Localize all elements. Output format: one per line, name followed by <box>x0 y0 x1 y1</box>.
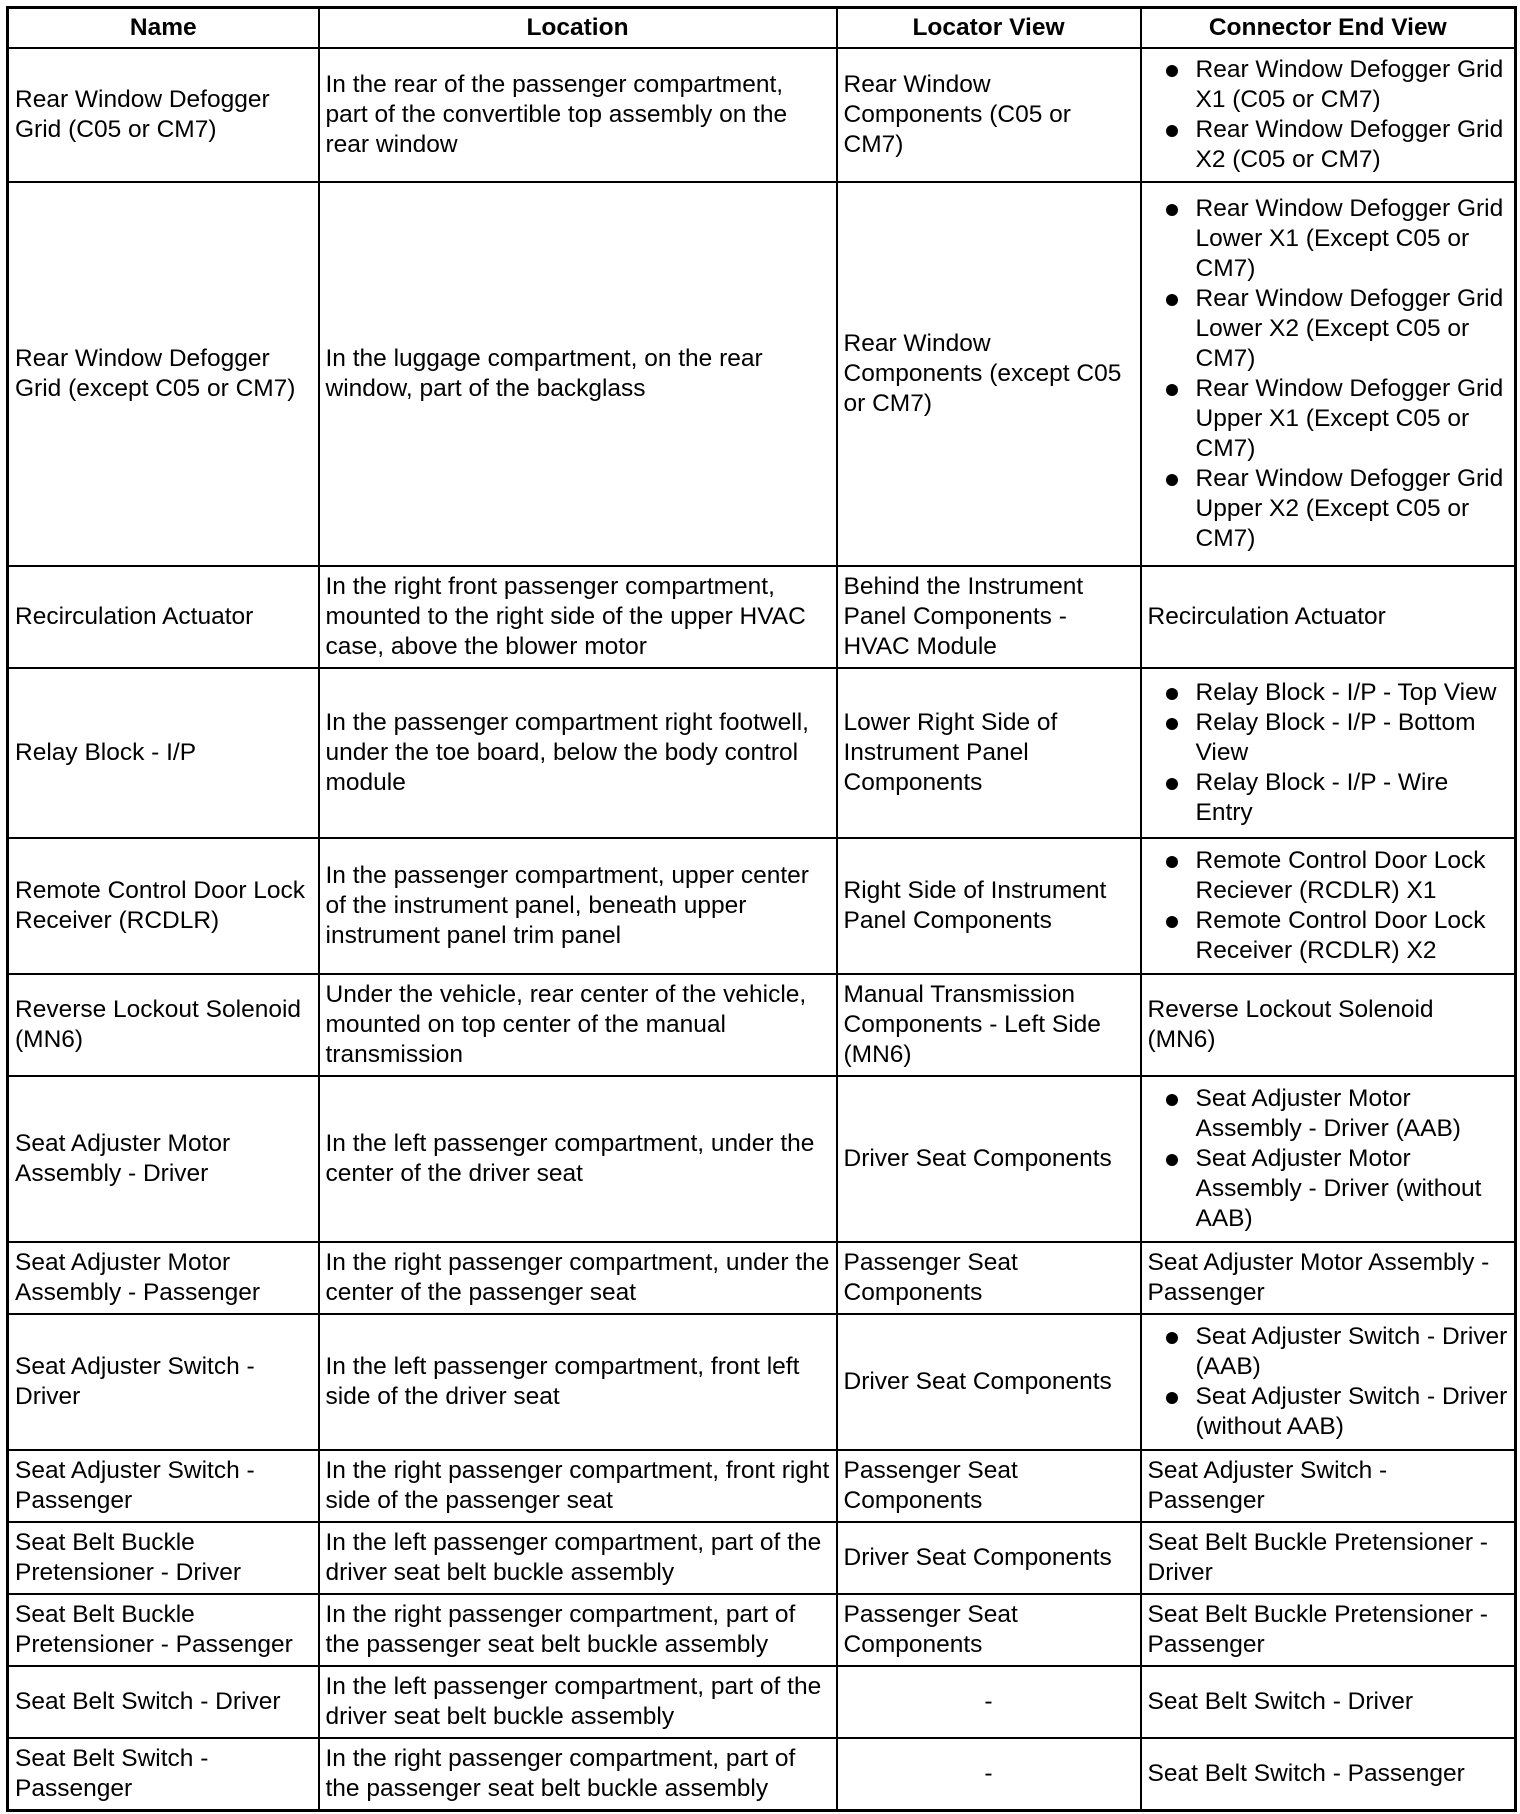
connector-label: Rear Window Defogger Grid Lower X1 (Except C05 or CM7) <box>1195 195 1504 282</box>
connector-label: Rear Window Defogger Grid Upper X1 (Except C05 or CM7) <box>1195 375 1504 462</box>
cell-locator-view: Driver Seat Components <box>837 1076 1141 1242</box>
list-item <box>1148 1322 1509 1382</box>
connector-label: Seat Adjuster Switch - Driver (without AAB) <box>1195 1383 1508 1440</box>
cell-location: In the luggage compartment, on the rear window, part of the backglass <box>319 182 837 566</box>
cell-locator-view: Passenger Seat Components <box>837 1594 1141 1666</box>
connector-list <box>1148 846 1509 966</box>
cell-locator-view: - <box>837 1666 1141 1738</box>
cell-connector-end-view: Reverse Lockout Solenoid (MN6) <box>1141 974 1516 1076</box>
cell-connector-end-view <box>1141 838 1516 974</box>
list-item <box>1148 55 1509 115</box>
bullet-icon <box>1166 718 1178 730</box>
cell-location: Under the vehicle, rear center of the vehicle, mounted on top center of the manual transmission <box>319 974 837 1076</box>
table-row <box>8 1594 1516 1666</box>
connector-label: Remote Control Door Lock Reciever (RCDLR) X1 <box>1195 847 1486 904</box>
cell-name: Seat Belt Switch - Passenger <box>8 1738 319 1810</box>
cell-connector-end-view <box>1141 48 1516 182</box>
connector-list <box>1148 55 1509 175</box>
cell-locator-view: Lower Right Side of Instrument Panel Components <box>837 668 1141 838</box>
cell-name: Relay Block - I/P <box>8 668 319 838</box>
cell-location: In the right front passenger compartment, mounted to the right side of the upper HVAC case, above the blower motor <box>319 566 837 668</box>
bullet-icon <box>1166 294 1178 306</box>
cell-location: In the right passenger compartment, front right side of the passenger seat <box>319 1450 837 1522</box>
cell-connector-end-view: Seat Belt Switch - Passenger <box>1141 1738 1516 1810</box>
header-locator-view: Locator View <box>837 8 1141 49</box>
list-item <box>1148 768 1509 828</box>
table-row <box>8 838 1516 974</box>
connector-list <box>1148 678 1509 828</box>
table-row <box>8 1738 1516 1810</box>
bullet-icon <box>1166 856 1178 868</box>
cell-location: In the left passenger compartment, front left side of the driver seat <box>319 1314 837 1450</box>
cell-connector-end-view: Seat Belt Switch - Driver <box>1141 1666 1516 1738</box>
bullet-icon <box>1166 384 1178 396</box>
connector-label: Remote Control Door Lock Receiver (RCDLR) X2 <box>1195 907 1486 964</box>
cell-connector-end-view <box>1141 182 1516 566</box>
connector-label: Rear Window Defogger Grid Lower X2 (Except C05 or CM7) <box>1195 285 1504 372</box>
cell-locator-view: Behind the Instrument Panel Components - HVAC Module <box>837 566 1141 668</box>
cell-name: Reverse Lockout Solenoid (MN6) <box>8 974 319 1076</box>
list-item <box>1148 1084 1509 1144</box>
bullet-icon <box>1166 1154 1178 1166</box>
cell-name: Rear Window Defogger Grid (except C05 or CM7) <box>8 182 319 566</box>
cell-connector-end-view <box>1141 668 1516 838</box>
cell-locator-view: - <box>837 1738 1141 1810</box>
cell-connector-end-view <box>1141 1314 1516 1450</box>
list-item <box>1148 906 1509 966</box>
cell-locator-view: Right Side of Instrument Panel Components <box>837 838 1141 974</box>
cell-locator-view: Driver Seat Components <box>837 1314 1141 1450</box>
connector-label: Seat Adjuster Switch - Driver (AAB) <box>1195 1323 1508 1380</box>
table-row <box>8 1314 1516 1450</box>
connector-label: Rear Window Defogger Grid X1 (C05 or CM7) <box>1195 56 1504 113</box>
cell-name: Rear Window Defogger Grid (C05 or CM7) <box>8 48 319 182</box>
list-item <box>1148 678 1509 708</box>
cell-connector-end-view: Recirculation Actuator <box>1141 566 1516 668</box>
cell-location: In the right passenger compartment, under the center of the passenger seat <box>319 1242 837 1314</box>
cell-locator-view: Rear Window Components (except C05 or CM7) <box>837 182 1141 566</box>
cell-connector-end-view: Seat Adjuster Switch - Passenger <box>1141 1450 1516 1522</box>
table-row <box>8 1242 1516 1314</box>
bullet-icon <box>1166 1094 1178 1106</box>
cell-location: In the left passenger compartment, part of the driver seat belt buckle assembly <box>319 1666 837 1738</box>
cell-location: In the passenger compartment right footwell, under the toe board, below the body control module <box>319 668 837 838</box>
cell-name: Recirculation Actuator <box>8 566 319 668</box>
header-connector-end-view: Connector End View <box>1141 8 1516 49</box>
header-name: Name <box>8 8 319 49</box>
connector-label: Rear Window Defogger Grid X2 (C05 or CM7) <box>1195 116 1504 173</box>
table-row <box>8 566 1516 668</box>
table-header-row <box>8 8 1516 49</box>
table-row <box>8 974 1516 1076</box>
cell-locator-view: Manual Transmission Components - Left Side (MN6) <box>837 974 1141 1076</box>
list-item <box>1148 708 1509 768</box>
list-item <box>1148 1382 1509 1442</box>
bullet-icon <box>1166 125 1178 137</box>
list-item <box>1148 846 1509 906</box>
cell-name: Seat Adjuster Motor Assembly - Passenger <box>8 1242 319 1314</box>
cell-name: Seat Adjuster Motor Assembly - Driver <box>8 1076 319 1242</box>
bullet-icon <box>1166 778 1178 790</box>
list-item <box>1148 115 1509 175</box>
cell-name: Seat Belt Buckle Pretensioner - Driver <box>8 1522 319 1594</box>
cell-name: Seat Adjuster Switch - Driver <box>8 1314 319 1450</box>
list-item <box>1148 284 1509 374</box>
cell-locator-view: Passenger Seat Components <box>837 1242 1141 1314</box>
cell-location: In the left passenger compartment, part of the driver seat belt buckle assembly <box>319 1522 837 1594</box>
cell-location: In the right passenger compartment, part of the passenger seat belt buckle assembly <box>319 1738 837 1810</box>
connector-list <box>1148 1084 1509 1234</box>
cell-locator-view: Driver Seat Components <box>837 1522 1141 1594</box>
cell-location: In the rear of the passenger compartment, part of the convertible top assembly on the rear window <box>319 48 837 182</box>
connector-label: Seat Adjuster Motor Assembly - Driver (without AAB) <box>1195 1145 1482 1232</box>
cell-connector-end-view: Seat Belt Buckle Pretensioner - Passenger <box>1141 1594 1516 1666</box>
cell-name: Seat Adjuster Switch - Passenger <box>8 1450 319 1522</box>
connector-list <box>1148 194 1509 554</box>
cell-location: In the passenger compartment, upper center of the instrument panel, beneath upper instrument panel trim panel <box>319 838 837 974</box>
connector-label: Relay Block - I/P - Top View <box>1195 679 1497 706</box>
cell-location: In the left passenger compartment, under the center of the driver seat <box>319 1076 837 1242</box>
document-page <box>6 6 1517 1812</box>
connector-label: Relay Block - I/P - Wire Entry <box>1195 769 1449 826</box>
table-row <box>8 1450 1516 1522</box>
bullet-icon <box>1166 204 1178 216</box>
cell-name: Seat Belt Switch - Driver <box>8 1666 319 1738</box>
table-row <box>8 182 1516 566</box>
bullet-icon <box>1166 65 1178 77</box>
list-item <box>1148 1144 1509 1234</box>
table-row <box>8 1666 1516 1738</box>
cell-name: Seat Belt Buckle Pretensioner - Passenger <box>8 1594 319 1666</box>
connector-label: Rear Window Defogger Grid Upper X2 (Except C05 or CM7) <box>1195 465 1504 552</box>
cell-locator-view: Rear Window Components (C05 or CM7) <box>837 48 1141 182</box>
connector-label: Seat Adjuster Motor Assembly - Driver (AAB) <box>1195 1085 1461 1142</box>
component-locator-table <box>6 6 1517 1812</box>
cell-locator-view: Passenger Seat Components <box>837 1450 1141 1522</box>
list-item <box>1148 194 1509 284</box>
list-item <box>1148 464 1509 554</box>
bullet-icon <box>1166 474 1178 486</box>
connector-label: Relay Block - I/P - Bottom View <box>1195 709 1476 766</box>
table-body <box>8 48 1516 1810</box>
table-row <box>8 1076 1516 1242</box>
cell-connector-end-view: Seat Belt Buckle Pretensioner - Driver <box>1141 1522 1516 1594</box>
cell-connector-end-view <box>1141 1076 1516 1242</box>
list-item <box>1148 374 1509 464</box>
table-row <box>8 668 1516 838</box>
bullet-icon <box>1166 1332 1178 1344</box>
bullet-icon <box>1166 916 1178 928</box>
bullet-icon <box>1166 1392 1178 1404</box>
connector-list <box>1148 1322 1509 1442</box>
cell-name: Remote Control Door Lock Receiver (RCDLR) <box>8 838 319 974</box>
cell-location: In the right passenger compartment, part of the passenger seat belt buckle assembly <box>319 1594 837 1666</box>
table-row <box>8 48 1516 182</box>
table-row <box>8 1522 1516 1594</box>
bullet-icon <box>1166 688 1178 700</box>
header-location: Location <box>319 8 837 49</box>
cell-connector-end-view: Seat Adjuster Motor Assembly - Passenger <box>1141 1242 1516 1314</box>
